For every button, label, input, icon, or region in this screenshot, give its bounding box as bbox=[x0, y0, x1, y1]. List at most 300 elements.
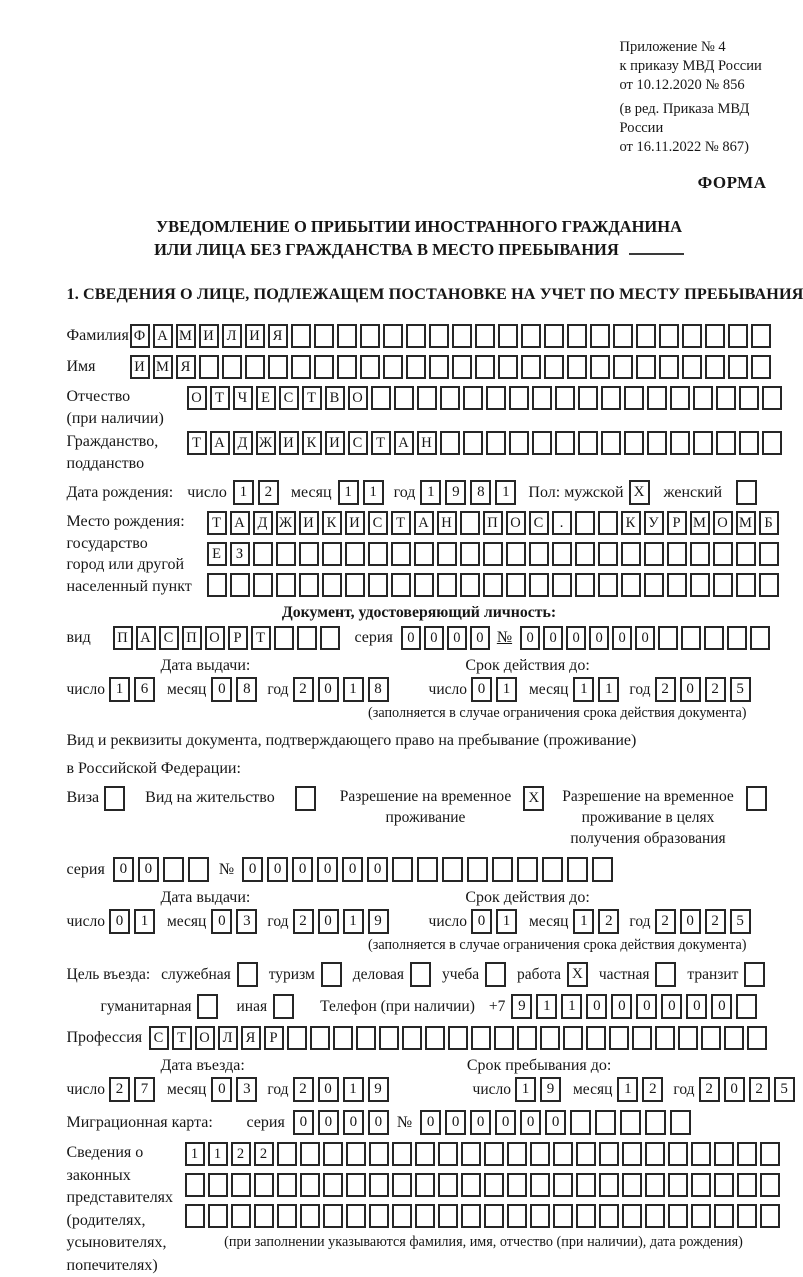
char-box[interactable] bbox=[737, 1142, 757, 1166]
char-box[interactable]: 1 bbox=[134, 909, 155, 934]
char-box[interactable] bbox=[544, 355, 564, 379]
char-box[interactable]: 0 bbox=[420, 1110, 441, 1135]
char-box[interactable] bbox=[567, 324, 587, 348]
char-box[interactable] bbox=[727, 626, 747, 650]
char-box[interactable] bbox=[415, 1142, 435, 1166]
char-box[interactable]: 2 bbox=[293, 1077, 314, 1102]
char-box[interactable] bbox=[644, 542, 664, 566]
char-box[interactable]: 2 bbox=[705, 677, 726, 702]
char-box[interactable] bbox=[483, 542, 503, 566]
char-box[interactable] bbox=[542, 857, 563, 882]
char-box[interactable]: Ф bbox=[130, 324, 150, 348]
char-box[interactable] bbox=[414, 542, 434, 566]
char-box[interactable]: 7 bbox=[134, 1077, 155, 1102]
char-box[interactable] bbox=[300, 1173, 320, 1197]
female-checkbox[interactable] bbox=[736, 480, 757, 505]
char-box[interactable]: 9 bbox=[511, 994, 532, 1019]
char-box[interactable]: Т bbox=[187, 431, 207, 455]
char-box[interactable]: 0 bbox=[318, 1077, 339, 1102]
char-box[interactable] bbox=[475, 355, 495, 379]
char-box[interactable] bbox=[691, 1204, 711, 1228]
char-box[interactable] bbox=[230, 573, 250, 597]
char-box[interactable] bbox=[369, 1204, 389, 1228]
char-box[interactable] bbox=[517, 1026, 537, 1050]
char-box[interactable] bbox=[460, 511, 480, 535]
char-box[interactable]: 8 bbox=[368, 677, 389, 702]
char-box[interactable] bbox=[463, 386, 483, 410]
char-box[interactable]: Р bbox=[264, 1026, 284, 1050]
char-box[interactable] bbox=[498, 324, 518, 348]
char-box[interactable] bbox=[668, 1142, 688, 1166]
char-box[interactable]: 3 bbox=[236, 1077, 257, 1102]
char-box[interactable] bbox=[509, 431, 529, 455]
char-box[interactable] bbox=[429, 324, 449, 348]
char-box[interactable]: Ч bbox=[233, 386, 253, 410]
char-box[interactable] bbox=[394, 386, 414, 410]
char-box[interactable]: Л bbox=[218, 1026, 238, 1050]
char-box[interactable] bbox=[714, 1173, 734, 1197]
char-box[interactable]: 0 bbox=[317, 857, 338, 882]
char-box[interactable]: 0 bbox=[109, 909, 130, 934]
char-box[interactable] bbox=[552, 542, 572, 566]
char-box[interactable]: 2 bbox=[655, 677, 676, 702]
char-box[interactable] bbox=[314, 324, 334, 348]
char-box[interactable] bbox=[461, 1142, 481, 1166]
char-box[interactable]: П bbox=[483, 511, 503, 535]
char-box[interactable] bbox=[415, 1173, 435, 1197]
char-box[interactable]: 0 bbox=[242, 857, 263, 882]
char-box[interactable] bbox=[299, 573, 319, 597]
char-box[interactable] bbox=[207, 573, 227, 597]
char-box[interactable]: 0 bbox=[318, 909, 339, 934]
char-box[interactable] bbox=[655, 1026, 675, 1050]
char-box[interactable] bbox=[492, 857, 513, 882]
char-box[interactable]: А bbox=[153, 324, 173, 348]
char-box[interactable]: 2 bbox=[642, 1077, 663, 1102]
char-box[interactable] bbox=[621, 542, 641, 566]
char-box[interactable] bbox=[467, 857, 488, 882]
char-box[interactable]: С bbox=[159, 626, 179, 650]
char-box[interactable] bbox=[448, 1026, 468, 1050]
char-box[interactable] bbox=[670, 386, 690, 410]
char-box[interactable] bbox=[483, 573, 503, 597]
char-box[interactable] bbox=[322, 573, 342, 597]
char-box[interactable] bbox=[599, 1173, 619, 1197]
char-box[interactable] bbox=[346, 1204, 366, 1228]
char-box[interactable]: А bbox=[136, 626, 156, 650]
char-box[interactable]: А bbox=[394, 431, 414, 455]
char-box[interactable] bbox=[333, 1026, 353, 1050]
char-box[interactable] bbox=[402, 1026, 422, 1050]
char-box[interactable] bbox=[163, 857, 184, 882]
char-box[interactable]: К bbox=[621, 511, 641, 535]
char-box[interactable] bbox=[576, 1142, 596, 1166]
char-box[interactable]: К bbox=[302, 431, 322, 455]
char-box[interactable]: 8 bbox=[236, 677, 257, 702]
char-box[interactable] bbox=[659, 355, 679, 379]
char-box[interactable] bbox=[716, 431, 736, 455]
char-box[interactable] bbox=[532, 431, 552, 455]
char-box[interactable] bbox=[452, 324, 472, 348]
char-box[interactable] bbox=[368, 573, 388, 597]
char-box[interactable]: 0 bbox=[611, 994, 632, 1019]
char-box[interactable]: Р bbox=[228, 626, 248, 650]
char-box[interactable] bbox=[277, 1173, 297, 1197]
char-box[interactable] bbox=[578, 431, 598, 455]
char-box[interactable] bbox=[461, 1204, 481, 1228]
char-box[interactable] bbox=[613, 324, 633, 348]
char-box[interactable]: Д bbox=[233, 431, 253, 455]
char-box[interactable]: Б bbox=[759, 511, 779, 535]
char-box[interactable]: 1 bbox=[598, 677, 619, 702]
char-box[interactable]: И bbox=[130, 355, 150, 379]
char-box[interactable] bbox=[438, 1173, 458, 1197]
char-box[interactable] bbox=[716, 386, 736, 410]
char-box[interactable] bbox=[300, 1204, 320, 1228]
char-box[interactable]: Я bbox=[268, 324, 288, 348]
char-box[interactable] bbox=[310, 1026, 330, 1050]
char-box[interactable] bbox=[460, 573, 480, 597]
char-box[interactable] bbox=[460, 542, 480, 566]
char-box[interactable]: 0 bbox=[401, 626, 421, 650]
char-box[interactable] bbox=[437, 573, 457, 597]
char-box[interactable]: 0 bbox=[470, 1110, 491, 1135]
char-box[interactable] bbox=[369, 1142, 389, 1166]
char-box[interactable] bbox=[681, 626, 701, 650]
char-box[interactable]: 1 bbox=[496, 677, 517, 702]
char-box[interactable] bbox=[714, 1142, 734, 1166]
char-box[interactable] bbox=[598, 573, 618, 597]
char-box[interactable] bbox=[231, 1204, 251, 1228]
char-box[interactable] bbox=[368, 542, 388, 566]
char-box[interactable] bbox=[622, 1142, 642, 1166]
char-box[interactable] bbox=[253, 573, 273, 597]
char-box[interactable] bbox=[598, 511, 618, 535]
char-box[interactable] bbox=[736, 542, 756, 566]
char-box[interactable]: 0 bbox=[447, 626, 467, 650]
char-box[interactable]: 0 bbox=[367, 857, 388, 882]
char-box[interactable] bbox=[507, 1204, 527, 1228]
char-box[interactable] bbox=[507, 1173, 527, 1197]
tourism-checkbox[interactable] bbox=[321, 962, 342, 987]
char-box[interactable] bbox=[406, 355, 426, 379]
char-box[interactable]: С bbox=[149, 1026, 169, 1050]
char-box[interactable] bbox=[647, 386, 667, 410]
char-box[interactable] bbox=[613, 355, 633, 379]
other-purpose-checkbox[interactable] bbox=[273, 994, 294, 1019]
char-box[interactable]: С bbox=[529, 511, 549, 535]
char-box[interactable]: Т bbox=[210, 386, 230, 410]
char-box[interactable]: М bbox=[153, 355, 173, 379]
char-box[interactable] bbox=[486, 431, 506, 455]
char-box[interactable]: Л bbox=[222, 324, 242, 348]
char-box[interactable] bbox=[299, 542, 319, 566]
char-box[interactable] bbox=[208, 1173, 228, 1197]
char-box[interactable] bbox=[590, 324, 610, 348]
char-box[interactable]: 0 bbox=[342, 857, 363, 882]
char-box[interactable] bbox=[185, 1204, 205, 1228]
char-box[interactable] bbox=[682, 355, 702, 379]
study-checkbox[interactable] bbox=[485, 962, 506, 987]
char-box[interactable] bbox=[484, 1204, 504, 1228]
char-box[interactable]: Д bbox=[253, 511, 273, 535]
char-box[interactable] bbox=[760, 1204, 780, 1228]
char-box[interactable] bbox=[601, 431, 621, 455]
char-box[interactable]: О bbox=[195, 1026, 215, 1050]
char-box[interactable] bbox=[575, 573, 595, 597]
char-box[interactable]: 0 bbox=[680, 677, 701, 702]
char-box[interactable]: Т bbox=[207, 511, 227, 535]
char-box[interactable] bbox=[517, 857, 538, 882]
transit-checkbox[interactable] bbox=[744, 962, 765, 987]
char-box[interactable] bbox=[506, 573, 526, 597]
char-box[interactable]: 5 bbox=[730, 909, 751, 934]
char-box[interactable] bbox=[188, 857, 209, 882]
char-box[interactable] bbox=[704, 626, 724, 650]
char-box[interactable] bbox=[417, 386, 437, 410]
char-box[interactable] bbox=[575, 511, 595, 535]
char-box[interactable] bbox=[437, 542, 457, 566]
char-box[interactable] bbox=[530, 1142, 550, 1166]
char-box[interactable] bbox=[360, 324, 380, 348]
char-box[interactable] bbox=[323, 1142, 343, 1166]
char-box[interactable] bbox=[530, 1173, 550, 1197]
char-box[interactable]: 0 bbox=[211, 909, 232, 934]
char-box[interactable]: Ж bbox=[256, 431, 276, 455]
char-box[interactable]: 9 bbox=[368, 909, 389, 934]
char-box[interactable]: Е bbox=[207, 542, 227, 566]
char-box[interactable] bbox=[724, 1026, 744, 1050]
char-box[interactable]: 0 bbox=[211, 1077, 232, 1102]
char-box[interactable]: 0 bbox=[138, 857, 159, 882]
char-box[interactable]: 0 bbox=[471, 677, 492, 702]
char-box[interactable] bbox=[592, 857, 613, 882]
char-box[interactable]: О bbox=[187, 386, 207, 410]
char-box[interactable]: Т bbox=[391, 511, 411, 535]
char-box[interactable]: Ж bbox=[276, 511, 296, 535]
char-box[interactable] bbox=[647, 431, 667, 455]
char-box[interactable] bbox=[667, 573, 687, 597]
char-box[interactable] bbox=[440, 431, 460, 455]
char-box[interactable] bbox=[739, 431, 759, 455]
char-box[interactable] bbox=[379, 1026, 399, 1050]
char-box[interactable] bbox=[268, 355, 288, 379]
char-box[interactable] bbox=[567, 857, 588, 882]
char-box[interactable] bbox=[253, 542, 273, 566]
char-box[interactable] bbox=[670, 431, 690, 455]
char-box[interactable]: О bbox=[506, 511, 526, 535]
char-box[interactable]: 2 bbox=[254, 1142, 274, 1166]
char-box[interactable]: 2 bbox=[655, 909, 676, 934]
char-box[interactable] bbox=[563, 1026, 583, 1050]
char-box[interactable]: 1 bbox=[338, 480, 359, 505]
char-box[interactable] bbox=[701, 1026, 721, 1050]
char-box[interactable] bbox=[391, 573, 411, 597]
char-box[interactable] bbox=[276, 542, 296, 566]
char-box[interactable]: А bbox=[210, 431, 230, 455]
char-box[interactable] bbox=[484, 1142, 504, 1166]
char-box[interactable] bbox=[245, 355, 265, 379]
char-box[interactable]: 0 bbox=[520, 626, 540, 650]
char-box[interactable]: 6 bbox=[134, 677, 155, 702]
char-box[interactable]: И bbox=[299, 511, 319, 535]
char-box[interactable] bbox=[693, 386, 713, 410]
temp-residence-edu-checkbox[interactable] bbox=[746, 786, 767, 811]
char-box[interactable]: Я bbox=[176, 355, 196, 379]
char-box[interactable]: 0 bbox=[661, 994, 682, 1019]
char-box[interactable] bbox=[762, 386, 782, 410]
char-box[interactable] bbox=[736, 573, 756, 597]
char-box[interactable] bbox=[452, 355, 472, 379]
char-box[interactable]: М bbox=[690, 511, 710, 535]
char-box[interactable] bbox=[624, 386, 644, 410]
char-box[interactable] bbox=[691, 1142, 711, 1166]
char-box[interactable] bbox=[636, 324, 656, 348]
char-box[interactable] bbox=[570, 1110, 591, 1135]
temp-residence-checkbox[interactable]: X bbox=[523, 786, 544, 811]
char-box[interactable]: 1 bbox=[343, 677, 364, 702]
char-box[interactable] bbox=[414, 573, 434, 597]
char-box[interactable] bbox=[693, 431, 713, 455]
char-box[interactable] bbox=[438, 1204, 458, 1228]
char-box[interactable] bbox=[345, 542, 365, 566]
char-box[interactable] bbox=[713, 573, 733, 597]
char-box[interactable] bbox=[595, 1110, 616, 1135]
char-box[interactable]: С bbox=[279, 386, 299, 410]
char-box[interactable] bbox=[440, 386, 460, 410]
char-box[interactable]: 0 bbox=[113, 857, 134, 882]
char-box[interactable]: А bbox=[414, 511, 434, 535]
char-box[interactable] bbox=[599, 1204, 619, 1228]
char-box[interactable]: 0 bbox=[495, 1110, 516, 1135]
char-box[interactable] bbox=[529, 542, 549, 566]
char-box[interactable]: 2 bbox=[258, 480, 279, 505]
char-box[interactable]: 0 bbox=[343, 1110, 364, 1135]
char-box[interactable] bbox=[737, 1173, 757, 1197]
char-box[interactable]: 5 bbox=[774, 1077, 795, 1102]
char-box[interactable]: 2 bbox=[109, 1077, 130, 1102]
char-box[interactable] bbox=[575, 542, 595, 566]
commercial-checkbox[interactable] bbox=[410, 962, 431, 987]
char-box[interactable] bbox=[337, 355, 357, 379]
char-box[interactable] bbox=[691, 1173, 711, 1197]
char-box[interactable] bbox=[322, 542, 342, 566]
char-box[interactable]: Т bbox=[371, 431, 391, 455]
char-box[interactable] bbox=[484, 1173, 504, 1197]
char-box[interactable]: 1 bbox=[515, 1077, 536, 1102]
char-box[interactable] bbox=[713, 542, 733, 566]
char-box[interactable] bbox=[231, 1173, 251, 1197]
char-box[interactable]: 0 bbox=[686, 994, 707, 1019]
char-box[interactable] bbox=[383, 324, 403, 348]
char-box[interactable] bbox=[599, 1142, 619, 1166]
char-box[interactable] bbox=[553, 1204, 573, 1228]
char-box[interactable] bbox=[369, 1173, 389, 1197]
char-box[interactable] bbox=[667, 542, 687, 566]
char-box[interactable] bbox=[360, 355, 380, 379]
char-box[interactable]: У bbox=[644, 511, 664, 535]
char-box[interactable]: 0 bbox=[612, 626, 632, 650]
char-box[interactable] bbox=[254, 1204, 274, 1228]
char-box[interactable] bbox=[544, 324, 564, 348]
char-box[interactable]: 1 bbox=[617, 1077, 638, 1102]
char-box[interactable]: 1 bbox=[363, 480, 384, 505]
char-box[interactable]: 1 bbox=[495, 480, 516, 505]
work-checkbox[interactable]: X bbox=[567, 962, 588, 987]
residence-permit-checkbox[interactable] bbox=[295, 786, 316, 811]
char-box[interactable] bbox=[521, 355, 541, 379]
char-box[interactable]: Н bbox=[437, 511, 457, 535]
char-box[interactable] bbox=[645, 1204, 665, 1228]
char-box[interactable] bbox=[415, 1204, 435, 1228]
char-box[interactable] bbox=[670, 1110, 691, 1135]
char-box[interactable]: 1 bbox=[561, 994, 582, 1019]
char-box[interactable] bbox=[540, 1026, 560, 1050]
char-box[interactable] bbox=[555, 386, 575, 410]
char-box[interactable] bbox=[507, 1142, 527, 1166]
char-box[interactable]: Т bbox=[172, 1026, 192, 1050]
char-box[interactable]: 0 bbox=[520, 1110, 541, 1135]
char-box[interactable]: 2 bbox=[749, 1077, 770, 1102]
char-box[interactable] bbox=[425, 1026, 445, 1050]
char-box[interactable]: С bbox=[368, 511, 388, 535]
char-box[interactable] bbox=[345, 573, 365, 597]
char-box[interactable]: 0 bbox=[680, 909, 701, 934]
char-box[interactable]: О bbox=[205, 626, 225, 650]
char-box[interactable] bbox=[621, 573, 641, 597]
char-box[interactable]: 0 bbox=[635, 626, 655, 650]
char-box[interactable]: 0 bbox=[471, 909, 492, 934]
char-box[interactable]: 1 bbox=[573, 677, 594, 702]
char-box[interactable] bbox=[320, 626, 340, 650]
char-box[interactable] bbox=[622, 1173, 642, 1197]
char-box[interactable] bbox=[728, 324, 748, 348]
char-box[interactable] bbox=[668, 1204, 688, 1228]
char-box[interactable] bbox=[576, 1204, 596, 1228]
char-box[interactable]: 0 bbox=[566, 626, 586, 650]
char-box[interactable]: М bbox=[736, 511, 756, 535]
char-box[interactable] bbox=[739, 386, 759, 410]
char-box[interactable]: Р bbox=[667, 511, 687, 535]
char-box[interactable]: 0 bbox=[368, 1110, 389, 1135]
char-box[interactable]: 1 bbox=[233, 480, 254, 505]
char-box[interactable] bbox=[277, 1204, 297, 1228]
char-box[interactable]: 2 bbox=[598, 909, 619, 934]
char-box[interactable]: 3 bbox=[236, 909, 257, 934]
char-box[interactable]: 0 bbox=[293, 1110, 314, 1135]
char-box[interactable]: 0 bbox=[543, 626, 563, 650]
char-box[interactable]: 8 bbox=[470, 480, 491, 505]
char-box[interactable] bbox=[645, 1173, 665, 1197]
char-box[interactable]: 5 bbox=[730, 677, 751, 702]
char-box[interactable] bbox=[521, 324, 541, 348]
char-box[interactable]: 1 bbox=[208, 1142, 228, 1166]
char-box[interactable] bbox=[185, 1173, 205, 1197]
char-box[interactable] bbox=[682, 324, 702, 348]
char-box[interactable] bbox=[494, 1026, 514, 1050]
char-box[interactable] bbox=[553, 1173, 573, 1197]
char-box[interactable] bbox=[645, 1142, 665, 1166]
char-box[interactable]: 0 bbox=[445, 1110, 466, 1135]
char-box[interactable] bbox=[620, 1110, 641, 1135]
char-box[interactable] bbox=[624, 431, 644, 455]
business-checkbox[interactable] bbox=[237, 962, 258, 987]
char-box[interactable]: 9 bbox=[445, 480, 466, 505]
char-box[interactable]: 1 bbox=[343, 1077, 364, 1102]
char-box[interactable] bbox=[737, 1204, 757, 1228]
char-box[interactable] bbox=[346, 1173, 366, 1197]
char-box[interactable]: 2 bbox=[231, 1142, 251, 1166]
